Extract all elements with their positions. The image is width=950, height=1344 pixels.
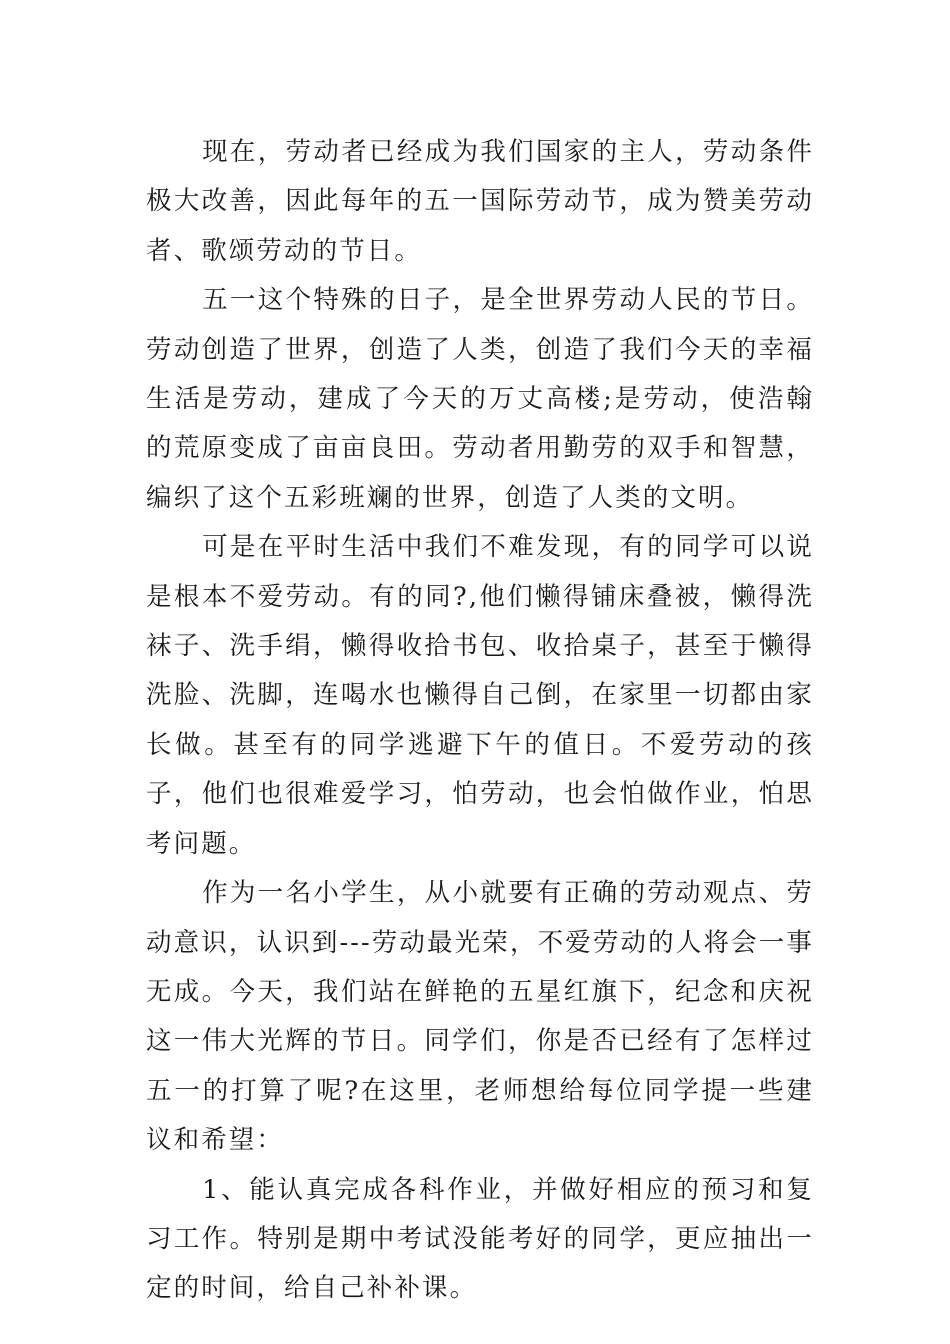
- paragraph-1: 现在，劳动者已经成为我们国家的主人，劳动条件极大改善，因此每年的五一国际劳动节，成为赞美劳动者、歌颂劳动的节日。: [146, 137, 814, 266]
- paragraph-5: 1、能认真完成各科作业，并做好相应的预习和复习工作。特别是期中考试没能考好的同学，更应抽出一定的时间，给自己补补课。: [146, 1174, 814, 1304]
- document-body: [146, 128, 814, 1314]
- paragraph-4: 作为一名小学生，从小就要有正确的劳动观点、劳动意识，认识到---劳动最光荣，不爱劳动的人将会一事无成。今天，我们站在鲜艳的五星红旗下，纪念和庆祝这一伟大光辉的节日。同学们，你是否已经有了怎样过五一的打算了呢?在这里，老师想给每位同学提一些建议和希望：: [146, 878, 814, 1156]
- paragraph-3: 可是在平时生活中我们不难发现，有的同学可以说是根本不爱劳动。有的同?,他们懒得铺床叠被，懒得洗袜子、洗手绢，懒得收拾书包、收拾桌子，甚至于懒得洗脸、洗脚，连喝水也懒得自己倒，在家里一切都由家长做。甚至有的同学逃避下午的值日。不爱劳动的孩子，他们也很难爱学习，怕劳动，也会怕做作业，怕思考问题。: [146, 532, 814, 859]
- paragraph-2: 五一这个特殊的日子，是全世界劳动人民的节日。劳动创造了世界，创造了人类，创造了我们今天的幸福生活是劳动，建成了今天的万丈高楼;是劳动，使浩翰的荒原变成了亩亩良田。劳动者用勤劳的双手和智慧，编织了这个五彩班斓的世界，创造了人类的文明。: [146, 285, 814, 513]
